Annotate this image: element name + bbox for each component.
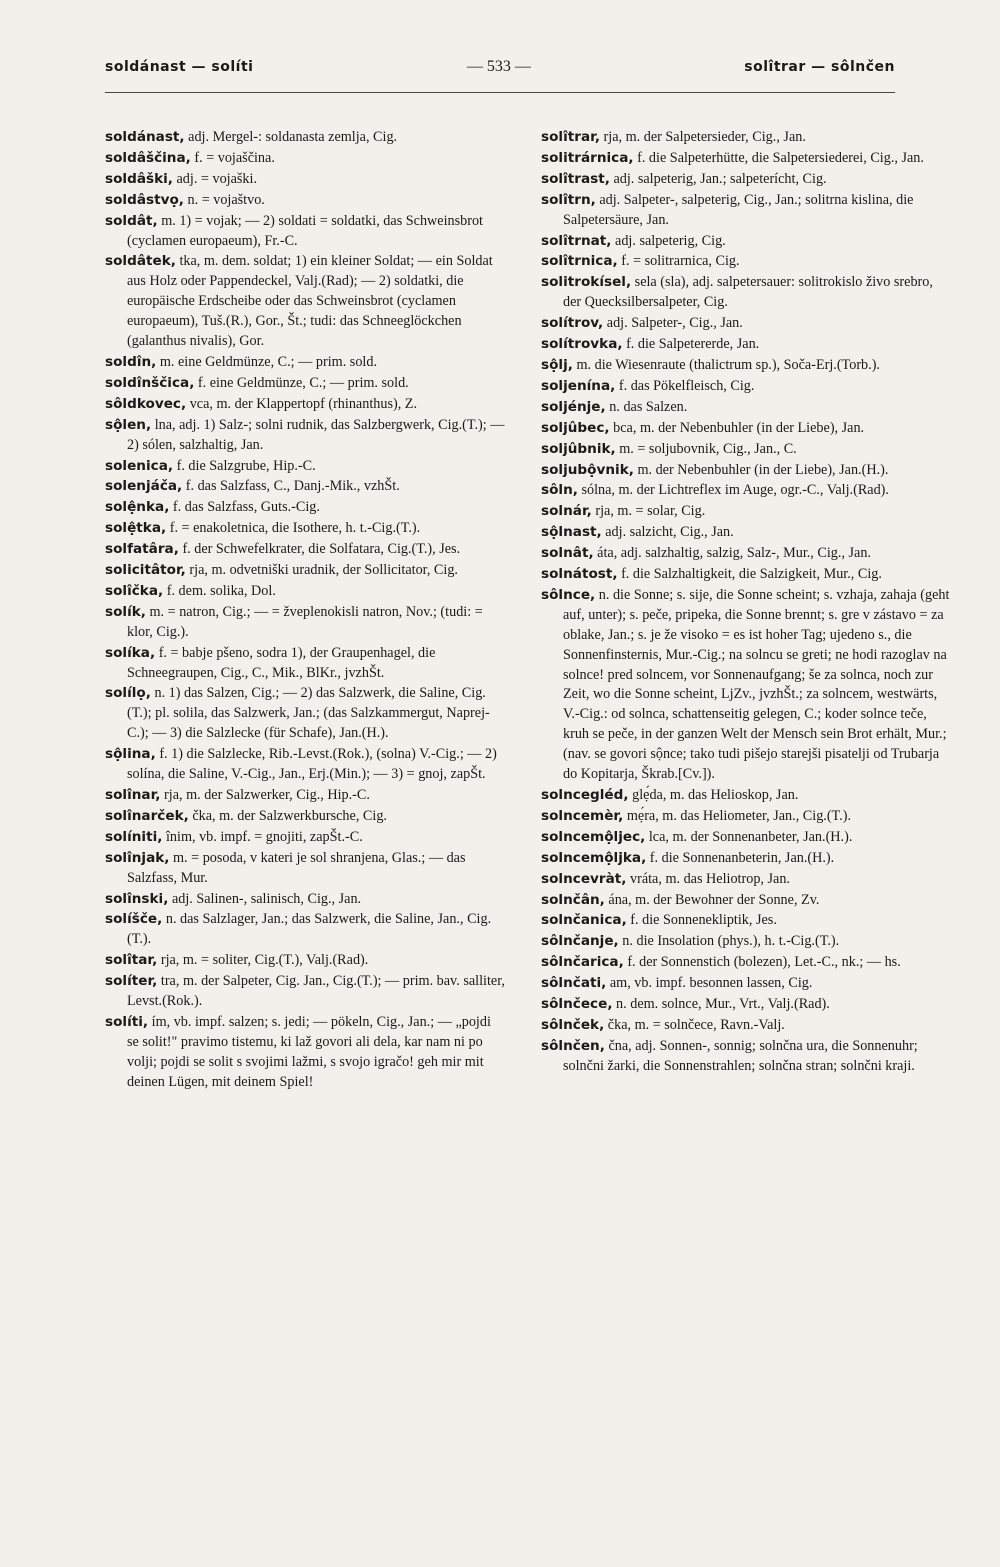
dictionary-entry [105,212,505,252]
entry-headword: solîtrnica, [541,253,618,270]
entry-definition: adj. Salinen-, salinisch, Cig., Jan. [171,890,362,907]
entry-definition: n. dem. solnce, Mur., Vrt., Valj.(Rad). [616,996,830,1013]
dictionary-entry [541,502,951,522]
entry-definition: f. eine Geldmünze, C.; — prim. sold. [197,374,409,391]
entry-headword: solitrokísel, [541,274,632,291]
entry-headword: soldâstvọ, [105,191,184,208]
entry-headword: sộlj, [541,356,573,373]
entry-headword: solîtrar, [541,129,600,145]
dictionary-entry [541,335,951,355]
entry-definition: rja, m. = solar, Cig. [595,503,706,520]
entry-headword: solíšče, [105,911,163,928]
dictionary-entry [541,891,951,911]
entry-definition: rja, m. odvetniški uradnik, der Sollicitator, Cig. [189,562,458,579]
entry-headword: solicitâtor, [105,562,186,579]
entry-headword: solnčanica, [541,912,627,929]
entry-headword: sôlnčati, [541,975,607,992]
entry-definition: f. die Salzhaltigkeit, die Salzigkeit, Mur., Cig. [621,566,882,583]
entry-headword: sôldkovec, [105,395,187,412]
dictionary-entry [105,745,505,785]
dictionary-entry [541,870,951,890]
dictionary-entry [541,1037,951,1077]
entry-definition: am, vb. impf. besonnen lassen, Cig. [609,975,813,992]
entry-headword: soljénje, [541,398,606,415]
entry-definition: glẹ́da, m. das Helioskop, Jan. [632,787,799,803]
entry-headword: solînarček, [105,807,189,824]
entry-definition: vca, m. der Klappertopf (rhinanthus), Z. [189,395,418,412]
dictionary-entry [541,191,951,231]
entry-definition: čka, m. = solnčece, Ravn.-Valj. [607,1016,785,1033]
entry-definition: f. die Salpeterhütte, die Salpetersiederei, Cig., Jan. [637,149,924,166]
dictionary-entry [105,149,505,169]
dictionary-entry [105,786,505,806]
entry-headword: solíter, [105,973,158,990]
entry-headword: solncegléd, [541,787,629,803]
entry-definition: adj. salpeterig, Cig. [615,232,726,249]
dictionary-entry [105,561,505,581]
entry-headword: sôlnce, [541,586,596,603]
entry-definition: rja, m. der Salzwerker, Cig., Hip.-C. [164,787,370,803]
dictionary-entry [541,849,951,869]
entry-headword: solitrárnica, [541,149,634,166]
entry-definition: mẹ́ra, m. das Heliometer, Jan., Cig.(T.). [626,807,851,824]
entry-headword: soljenína, [541,377,616,394]
dictionary-entry [541,461,951,481]
dictionary-entry [541,128,951,148]
dictionary-entry [541,377,951,397]
right-column [541,128,951,1078]
entry-definition: lca, m. der Sonnenanbeter, Jan.(H.). [648,828,853,845]
entry-headword: soldâtek, [105,253,176,270]
dictionary-entry [541,586,951,785]
entry-definition: f. = solitrarnica, Cig. [621,253,740,270]
entry-headword: solînski, [105,890,169,907]
dictionary-entry [541,232,951,252]
entry-definition: m. = posoda, v kateri je sol shranjena, Glas.; — das Salzfass, Mur. [127,849,466,886]
dictionary-entry [541,170,951,190]
dictionary-entry [105,374,505,394]
entry-headword: sôlnčece, [541,996,613,1013]
entry-headword: soldât, [105,212,158,229]
entry-headword: solnât, [541,545,594,562]
dictionary-entry [105,252,505,352]
page-header [105,58,895,76]
dictionary-entry [105,684,505,744]
dictionary-entry [105,353,505,373]
entry-definition: adj. = vojaški. [176,170,258,187]
entry-definition: f. dem. solika, Dol. [166,582,276,599]
entry-definition: m. = natron, Cig.; — = žveplenokisli natron, Nov.; (tudi: = klor, Cig.). [127,603,483,640]
entry-definition: n. = vojaštvo. [187,191,265,208]
dictionary-entry [105,828,505,848]
entry-headword: solîtrast, [541,170,610,187]
dictionary-entry [105,128,505,148]
left-column [105,128,505,1094]
entry-headword: solệnka, [105,499,170,516]
entry-definition: f. der Schwefelkrater, die Solfatara, Cig.(T.), Jes. [182,541,461,558]
dictionary-entry [105,457,505,477]
dictionary-entry [541,1016,951,1036]
entry-definition: f. die Salpetererde, Jan. [626,336,760,353]
entry-definition: m. die Wiesenraute (thalictrum sp.), Soča-Erj.(Torb.). [576,356,880,373]
entry-headword: sôlnčarica, [541,954,624,971]
entry-headword: soljûbec, [541,419,610,436]
entry-headword: sộlen, [105,416,152,433]
entry-headword: solînar, [105,787,161,803]
dictionary-entry [541,356,951,376]
entry-headword: solncevràt, [541,870,627,887]
entry-headword: solnátost, [541,566,618,583]
entry-definition: adj. salzicht, Cig., Jan. [605,524,734,541]
entry-definition: f. die Salzgrube, Hip.-C. [176,457,316,474]
header-left-guideword: soldánast — solíti [105,59,254,75]
dictionary-entry [105,477,505,497]
dictionary-entry [105,890,505,910]
entry-headword: solnčân, [541,891,605,908]
dictionary-entry [105,519,505,539]
entry-definition: n. die Sonne; s. sije, die Sonne scheint; s. vzhaja, zahaja (geht auf, unter); s. peče, pripeka, die Sonne brennt; s. gre v zástavo = za oblake, Jan.; s. je že visoko = es ist hoher Tag; ujedeno s., die Sonnenfinsternis, Mur.-Cig.; na solncu se greti; ne hodi razoglav na solnce! pred solncem, vor Sonnenaufgang; še za solnca, noch zur Zeit, wo die Sonne scheint, LjZv., jvzhŠt.; za solncem, westwärts, V.-Cig.: od solnca, schattenseitig gelegen, C.; koder solnce teče, kruh se peče, in der ganzen Welt der Mensch sein Brot erhält, Mur.; (nav. se govori sộnce; tako tudi pišejo starejši pisatelji od Trubarja do Kopitarja, Škrab.[Cv.]). [563,586,950,783]
entry-headword: solncemộljec, [541,828,646,845]
page-number: — 533 — [466,58,531,75]
dictionary-entry [105,849,505,889]
entry-headword: sôlnček, [541,1016,605,1033]
entry-headword: solncemộljka, [541,849,647,866]
dictionary-entry [541,481,951,501]
dictionary-entry [541,273,951,313]
entry-headword: solenjáča, [105,478,183,495]
entry-definition: n. 1) das Salzen, Cig.; — 2) das Salzwerk, die Saline, Cig.(T.); pl. solila, das Salzwerk, Jan.; (das Salzkammergut, Naprej-C.); — 3) die Salzlecke (für Schafe), Jan.(H.). [127,685,490,742]
dictionary-entry [105,498,505,518]
entry-headword: solîtrnat, [541,232,612,249]
dictionary-entry [541,995,951,1015]
entry-definition: rja, m. der Salpetersieder, Cig., Jan. [603,129,806,145]
entry-definition: m. eine Geldmünze, C.; — prim. sold. [159,353,377,370]
dictionary-entry [541,252,951,272]
entry-definition: f. = enakoletnica, die Isothere, h. t.-Cig.(T.). [169,520,421,537]
entry-definition: f. das Pökelfleisch, Cig. [618,377,755,394]
entry-headword: sôlnčen, [541,1037,605,1054]
dictionary-entry [105,170,505,190]
entry-headword: solnár, [541,503,592,520]
entry-headword: solenica, [105,457,174,474]
entry-definition: f. das Salzfass, C., Danj.-Mik., vzhŠt. [185,478,400,495]
entry-definition: áta, adj. salzhaltig, salzig, Salz-, Mur., Cig., Jan. [597,545,871,562]
entry-definition: f. = babje pšeno, sodra 1), der Graupenhagel, die Schneegraupen, Cig., C., Mik., BlKr., jvzhŠt. [127,644,436,681]
dictionary-entry [105,582,505,602]
entry-headword: solîčka, [105,582,164,599]
dictionary-entry [541,565,951,585]
entry-definition: vráta, m. das Heliotrop, Jan. [630,870,790,887]
entry-headword: soldîn, [105,353,157,370]
dictionary-entry [541,440,951,460]
entry-definition: adj. salpeterig, Jan.; salpeterícht, Cig. [613,170,827,187]
entry-headword: solînjak, [105,849,170,866]
header-right-guideword: solîtrar — sôlnčen [744,59,895,75]
dictionary-entry [105,807,505,827]
entry-definition: sólna, m. der Lichtreflex im Auge, ogr.-C., Valj.(Rad). [581,482,889,499]
dictionary-entry [541,974,951,994]
entry-definition: m. = soljubovnik, Cig., Jan., C. [619,440,797,457]
entry-headword: soldâščina, [105,149,191,166]
entry-definition: tka, m. dem. soldat; 1) ein kleiner Soldat; — ein Soldat aus Holz oder Pappendeckel, Valj.(Rad); — 2) soldatki, die europäische Erdscheibe oder das Schweinsbrot (cyclamen europaeum), Tuš.(R.), Gor., Št.; tudi: das Schneeglöckchen (galanthus nivalis), Gor. [127,253,493,350]
entry-definition: n. das Salzen. [609,398,688,415]
entry-headword: soldînščica, [105,374,195,391]
entry-definition: ána, m. der Bewohner der Sonne, Zv. [608,891,820,908]
dictionary-entry [541,314,951,334]
dictionary-entry [541,544,951,564]
entry-headword: soldánast, [105,129,185,145]
dictionary-entry [541,807,951,827]
entry-definition: ím, vb. impf. salzen; s. jedi; — pökeln, Cig., Jan.; — „pojdi se solit!" pravimo tistemu, ki laž govori ali dela, kar nam ni po volji; pojdi se solit s svojimi lažmi, s svojo igračo! geh mir mit deinen Lügen, mit deinem Spiel! [127,1013,491,1090]
entry-definition: f. = vojaščina. [194,149,275,166]
entry-definition: înim, vb. impf. = gnojiti, zapŠt.-C. [165,828,363,845]
entry-definition: bca, m. der Nebenbuhler (in der Liebe), Jan. [613,419,865,436]
entry-definition: m. der Nebenbuhler (in der Liebe), Jan.(H.). [637,461,889,478]
entry-headword: solíka, [105,644,156,661]
dictionary-entry [541,419,951,439]
dictionary-entry [541,932,951,952]
entry-headword: soljubộvnik, [541,461,634,478]
entry-definition: čka, m. der Salzwerkbursche, Cig. [192,807,387,824]
entry-headword: solíniti, [105,828,163,845]
dictionary-entry [105,191,505,211]
entry-headword: solík, [105,603,146,620]
dictionary-entry [541,786,951,806]
entry-definition: rja, m. = soliter, Cig.(T.), Valj.(Rad). [160,952,369,969]
entry-definition: tra, m. der Salpeter, Cig. Jan., Cig.(T.); — prim. bav. salliter, Levst.(Rok.). [127,973,505,1010]
entry-headword: solítrov, [541,315,604,332]
entry-headword: sộlnast, [541,524,602,541]
entry-headword: solílọ, [105,685,151,702]
entry-definition: f. die Sonnenanbeterin, Jan.(H.). [649,849,835,866]
dictionary-entry [105,972,505,1012]
entry-headword: solệtka, [105,520,167,537]
entry-definition: f. 1) die Salzlecke, Rib.-Levst.(Rok.), (solna) V.-Cig.; — 2) solína, die Saline, V.-Cig., Jan., Erj.(Min.); — 3) = gnoj, zapŠt. [127,746,497,783]
dictionary-entry [541,398,951,418]
entry-definition: lna, adj. 1) Salz-; solni rudnik, das Salzbergwerk, Cig.(T.); — 2) sólen, salzhaltig, Jan. [127,416,505,453]
entry-headword: solfatâra, [105,541,179,558]
entry-definition: n. die Insolation (phys.), h. t.-Cig.(T.). [622,933,840,950]
dictionary-entry [541,523,951,543]
entry-headword: soljûbnik, [541,440,616,457]
dictionary-entry [105,644,505,684]
dictionary-entry [541,828,951,848]
dictionary-entry [541,953,951,973]
dictionary-entry [105,1013,505,1093]
dictionary-entry [105,416,505,456]
entry-headword: solîtrn, [541,191,596,208]
entry-headword: solítrovka, [541,336,623,353]
entry-headword: sôln, [541,482,578,499]
entry-definition: n. das Salzlager, Jan.; das Salzwerk, die Saline, Jan., Cig.(T.). [127,911,492,948]
dictionary-entry [105,910,505,950]
dictionary-entry [105,540,505,560]
entry-headword: solîtar, [105,952,158,969]
entry-headword: solíti, [105,1013,149,1030]
entry-definition: čna, adj. Sonnen-, sonnig; solnčna ura, die Sonnenuhr; solnčni žarki, die Sonnenstrahlen; solnčna stran; solnčni kraji. [563,1037,918,1074]
entry-definition: adj. Salpeter-, salpeterig, Cig., Jan.; solitrna kislina, die Salpetersäure, Jan. [563,191,914,228]
entry-headword: soldâški, [105,170,173,187]
dictionary-entry [541,149,951,169]
dictionary-entry [541,911,951,931]
entry-headword: solncemèr, [541,807,624,824]
dictionary-entry [105,951,505,971]
entry-definition: adj. Mergel-: soldanasta zemlja, Cig. [188,129,398,145]
entry-definition: m. 1) = vojak; — 2) soldati = soldatki, das Schweinsbrot (cyclamen europaeum), Fr.-C. [127,212,483,249]
dictionary-entry [105,603,505,643]
dictionary-entry [105,395,505,415]
entry-definition: adj. Salpeter-, Cig., Jan. [606,315,743,332]
entry-headword: sộlina, [105,746,156,763]
entry-definition: sela (sla), adj. salpetersauer: solitrokislo živo srebro, der Quecksilbersalpeter, Cig. [563,274,933,311]
header-rule [105,92,895,93]
entry-definition: f. die Sonnenekliptik, Jes. [630,912,777,929]
entry-headword: sôlnčanje, [541,933,619,950]
entry-definition: f. der Sonnenstich (bolezen), Let.-C., nk.; — hs. [627,954,901,971]
entry-definition: f. das Salzfass, Guts.-Cig. [172,499,320,516]
